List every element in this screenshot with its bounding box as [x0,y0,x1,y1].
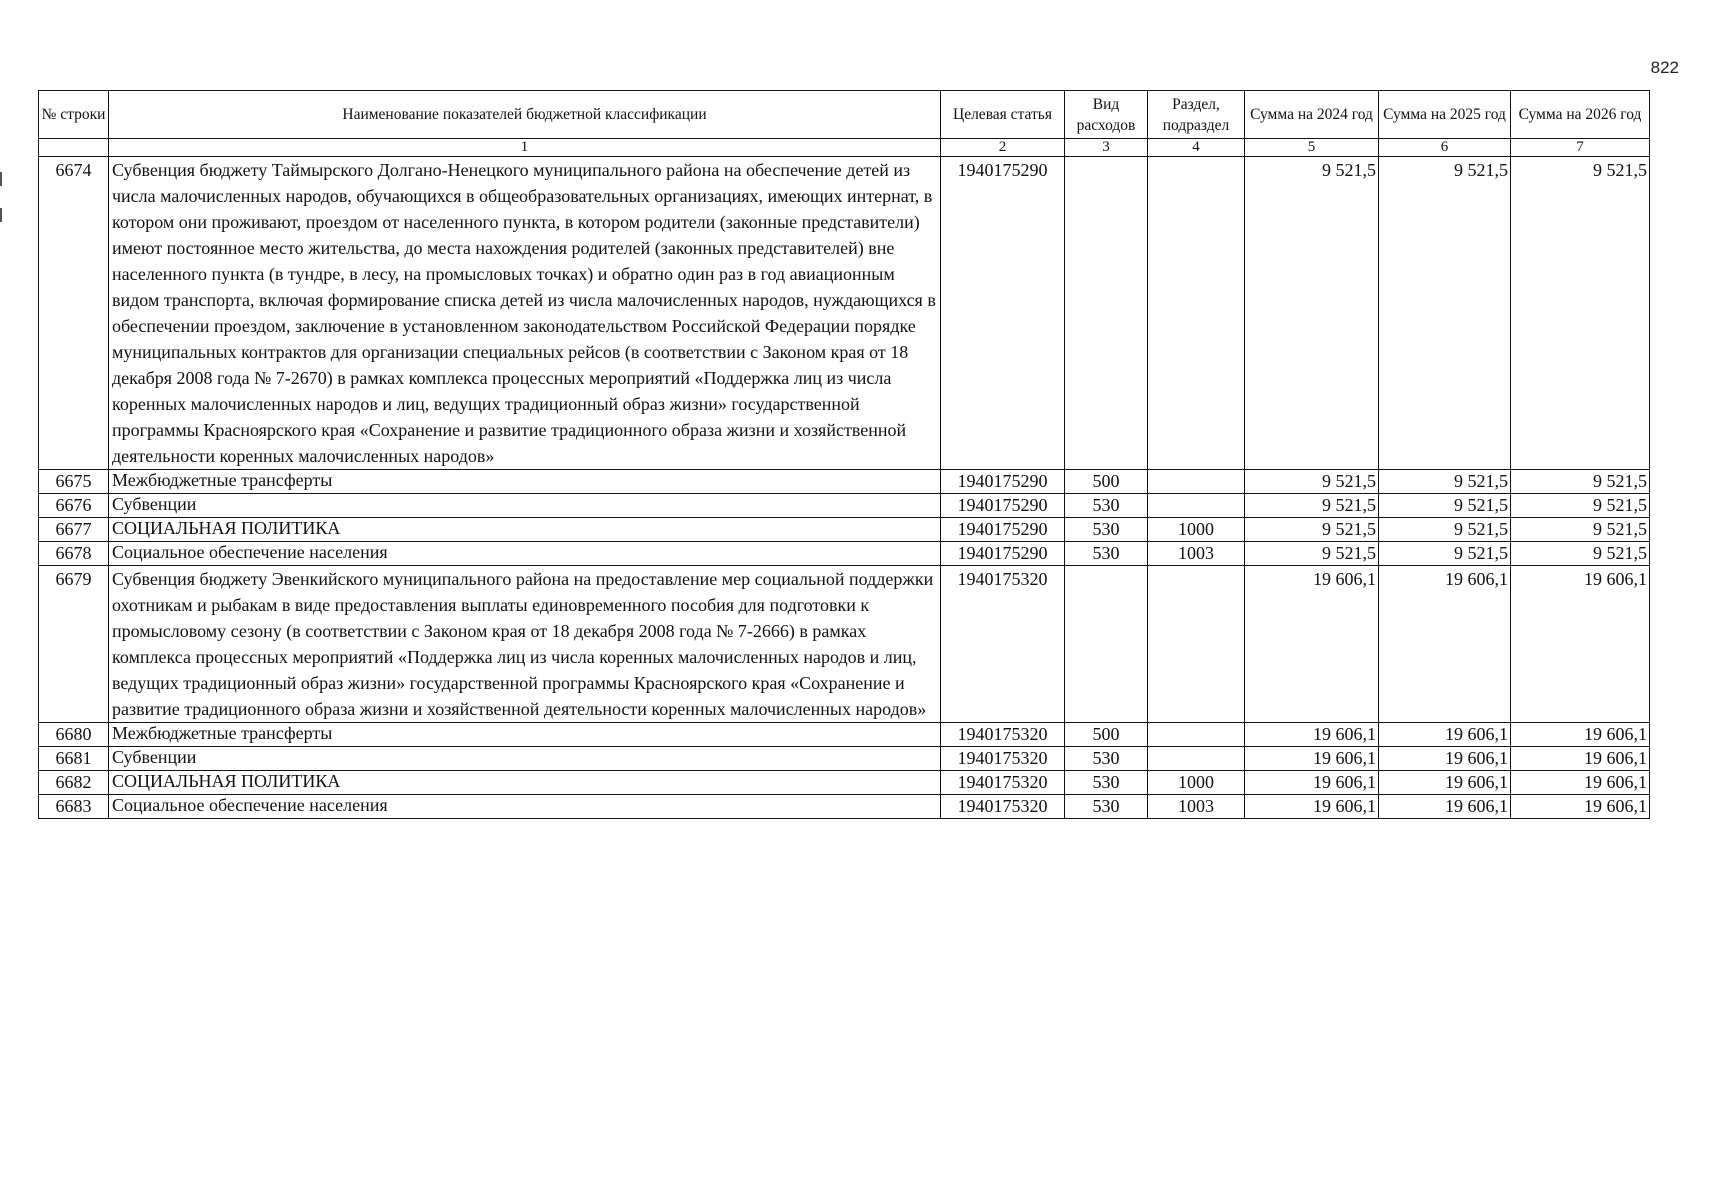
row-section [1148,157,1245,470]
row-expense-kind: 530 [1065,771,1148,795]
row-number: 6682 [39,771,109,795]
row-sum-2025: 9 521,5 [1379,470,1511,494]
row-sum-2024: 19 606,1 [1245,723,1379,747]
header-row-number: № строки [39,91,109,139]
row-target-article: 1940175320 [941,771,1065,795]
table-row [39,795,1650,819]
row-sum-2026: 19 606,1 [1511,723,1650,747]
row-expense-kind: 500 [1065,470,1148,494]
header-target-article: Целевая статья [941,91,1065,139]
header-sum-2025: Сумма на 2025 год [1379,91,1511,139]
row-number: 6676 [39,494,109,518]
row-section: 1003 [1148,542,1245,566]
row-number: 6683 [39,795,109,819]
row-expense-kind: 500 [1065,723,1148,747]
row-section: 1000 [1148,518,1245,542]
row-target-article: 1940175320 [941,747,1065,771]
row-sum-2026: 9 521,5 [1511,157,1650,470]
column-number: 6 [1379,139,1511,157]
header-indicator-name: Наименование показателей бюджетной классификации [109,91,941,139]
row-sum-2025: 19 606,1 [1379,771,1511,795]
row-sum-2026: 9 521,5 [1511,494,1650,518]
row-sum-2024: 19 606,1 [1245,747,1379,771]
row-section: 1003 [1148,795,1245,819]
row-expense-kind [1065,157,1148,470]
table-row [39,494,1650,518]
table-row [39,747,1650,771]
table-row [39,566,1650,723]
header-expense-kind: Вид расходов [1065,91,1148,139]
row-sum-2026: 9 521,5 [1511,470,1650,494]
budget-table-container [38,90,1649,819]
row-number: 6679 [39,566,109,723]
column-number-row [39,139,1650,157]
row-number: 6681 [39,747,109,771]
column-number: 3 [1065,139,1148,157]
row-sum-2025: 9 521,5 [1379,494,1511,518]
table-row [39,723,1650,747]
budget-classification-table [38,90,1650,819]
row-sum-2024: 19 606,1 [1245,566,1379,723]
table-row [39,470,1650,494]
row-target-article: 1940175290 [941,494,1065,518]
row-sum-2025: 19 606,1 [1379,723,1511,747]
row-sum-2025: 9 521,5 [1379,542,1511,566]
row-section [1148,747,1245,771]
column-number: 1 [109,139,941,157]
row-sum-2025: 9 521,5 [1379,157,1511,470]
row-sum-2026: 9 521,5 [1511,542,1650,566]
scan-margin-mark [0,208,2,222]
row-expense-kind: 530 [1065,518,1148,542]
row-sum-2024: 9 521,5 [1245,157,1379,470]
row-expense-kind: 530 [1065,542,1148,566]
header-section: Раздел, подраздел [1148,91,1245,139]
header-sum-2026: Сумма на 2026 год [1511,91,1650,139]
row-sum-2024: 19 606,1 [1245,795,1379,819]
row-target-article: 1940175320 [941,566,1065,723]
row-sum-2024: 19 606,1 [1245,771,1379,795]
row-name: СОЦИАЛЬНАЯ ПОЛИТИКА [109,518,941,542]
column-number-empty [39,139,109,157]
row-expense-kind [1065,566,1148,723]
table-row [39,771,1650,795]
row-name: Субвенции [109,494,941,518]
row-sum-2024: 9 521,5 [1245,542,1379,566]
row-name: Социальное обеспечение населения [109,795,941,819]
column-number: 2 [941,139,1065,157]
column-number: 4 [1148,139,1245,157]
row-name: Межбюджетные трансферты [109,470,941,494]
column-number: 7 [1511,139,1650,157]
row-expense-kind: 530 [1065,494,1148,518]
column-number: 5 [1245,139,1379,157]
row-name: Субвенция бюджету Таймырского Долгано-Ненецкого муниципального района на обеспечение детей из числа малочисленных народов, обучающихся в общеобразовательных организациях, имеющих интернат, в котором они проживают, проездом от населенного пункта, в котором родители (законные представители) имеют постоянное место жительства, до места нахождения родителей (законных представителей) вне населенного пункта (в тундре, в лесу, на промысловых точках) и обратно один раз в год авиационным видом транспорта, включая формирование списка детей из числа малочисленных народов, нуждающихся в обеспечении проездом, заключение в установленном законодательством Российской Федерации порядке муниципальных контрактов для организации специальных рейсов (в соответствии с Законом края от 18 декабря 2008 года № 7-2670) в рамках комплекса процессных мероприятий «Поддержка лиц из числа коренных малочисленных народов и лиц, ведущих традиционный образ жизни» государственной программы Красноярского края «Сохранение и развитие традиционного образа жизни и хозяйственной деятельности коренных малочисленных народов» [109,157,941,470]
row-expense-kind: 530 [1065,747,1148,771]
row-section: 1000 [1148,771,1245,795]
row-sum-2025: 19 606,1 [1379,566,1511,723]
row-number: 6677 [39,518,109,542]
row-section [1148,566,1245,723]
row-target-article: 1940175290 [941,518,1065,542]
scan-margin-mark [0,172,2,186]
row-sum-2026: 19 606,1 [1511,747,1650,771]
page-number: 822 [1650,58,1679,77]
row-name: Субвенции [109,747,941,771]
table-row [39,157,1650,470]
row-section [1148,470,1245,494]
row-sum-2026: 19 606,1 [1511,771,1650,795]
row-number: 6675 [39,470,109,494]
row-number: 6680 [39,723,109,747]
row-number: 6674 [39,157,109,470]
row-sum-2026: 19 606,1 [1511,566,1650,723]
table-header-row [39,91,1650,139]
row-target-article: 1940175290 [941,157,1065,470]
row-target-article: 1940175290 [941,470,1065,494]
row-expense-kind: 530 [1065,795,1148,819]
row-sum-2024: 9 521,5 [1245,518,1379,542]
row-sum-2024: 9 521,5 [1245,470,1379,494]
table-row [39,518,1650,542]
row-name: Межбюджетные трансферты [109,723,941,747]
row-section [1148,723,1245,747]
row-sum-2024: 9 521,5 [1245,494,1379,518]
table-row [39,542,1650,566]
row-target-article: 1940175320 [941,723,1065,747]
row-sum-2026: 9 521,5 [1511,518,1650,542]
row-name: СОЦИАЛЬНАЯ ПОЛИТИКА [109,771,941,795]
row-sum-2025: 9 521,5 [1379,518,1511,542]
row-sum-2025: 19 606,1 [1379,747,1511,771]
row-target-article: 1940175320 [941,795,1065,819]
row-number: 6678 [39,542,109,566]
row-target-article: 1940175290 [941,542,1065,566]
header-sum-2024: Сумма на 2024 год [1245,91,1379,139]
row-name: Субвенция бюджету Эвенкийского муниципального района на предоставление мер социальной поддержки охотникам и рыбакам в виде предоставления выплаты единовременного пособия для подготовки к промысловому сезону (в соответствии с Законом края от 18 декабря 2008 года № 7-2666) в рамках комплекса процессных мероприятий «Поддержка лиц из числа коренных малочисленных народов и лиц, ведущих традиционный образ жизни» государственной программы Красноярского края «Сохранение и развитие традиционного образа жизни и хозяйственной деятельности коренных малочисленных народов» [109,566,941,723]
row-sum-2025: 19 606,1 [1379,795,1511,819]
row-name: Социальное обеспечение населения [109,542,941,566]
row-sum-2026: 19 606,1 [1511,795,1650,819]
row-section [1148,494,1245,518]
